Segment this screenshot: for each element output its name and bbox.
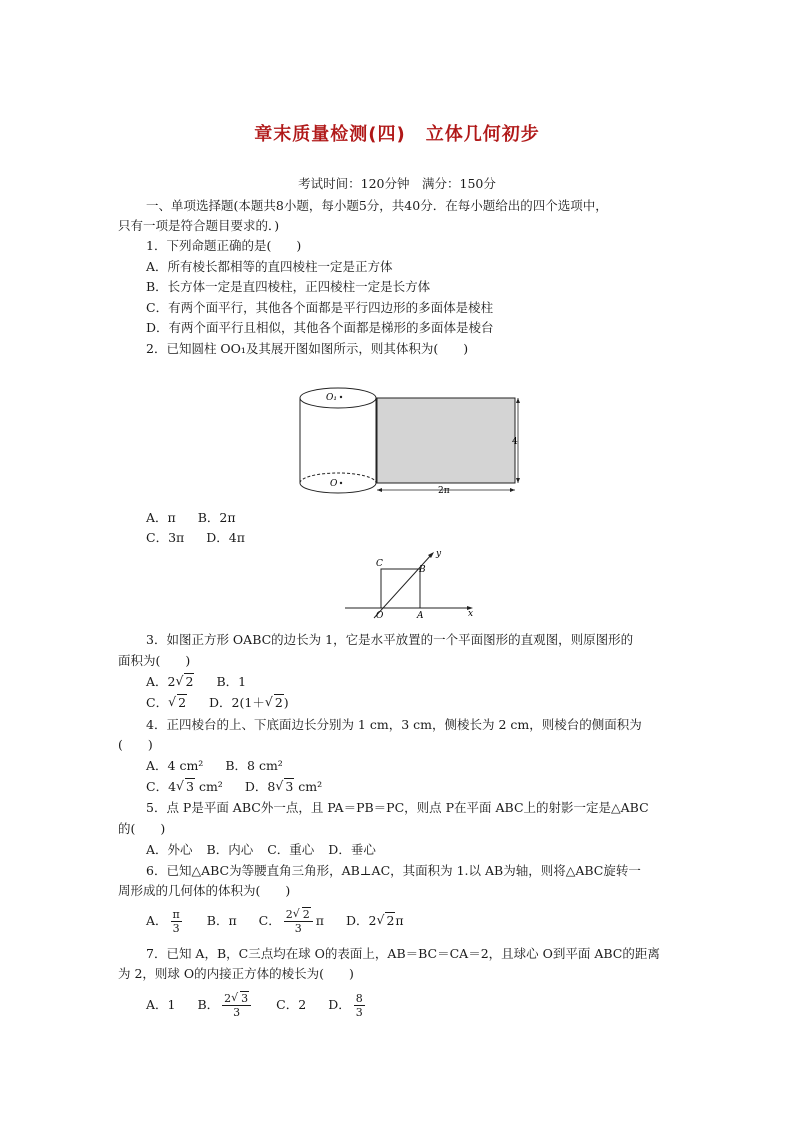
square-figure: [340, 548, 480, 620]
label-width: 2π: [438, 486, 450, 496]
q6-line2: 周形成的几何体的体积为( ): [118, 883, 291, 898]
q2-option-b: B．2π: [197, 510, 236, 525]
q4-line2: ( ): [118, 737, 153, 752]
q3-line2: 面积为( ): [118, 653, 191, 668]
label-o-origin: O: [376, 611, 384, 620]
q4-option-a: A．4 cm²: [146, 758, 204, 773]
q4-option-b: B．8 cm²: [225, 758, 283, 773]
q5-option-d: D．垂心: [328, 842, 376, 857]
q2-option-c: C．3π: [146, 530, 185, 545]
label-o1: O₁: [326, 393, 337, 403]
q3-line1: 3．如图正方形 OABC的边长为 1，它是水平放置的一个平面图形的直观图，则原图形的: [146, 632, 634, 647]
q7-option-a: A．1: [146, 997, 176, 1012]
q6-options: [146, 906, 426, 936]
q4-options-cd: [146, 777, 344, 797]
q1-stem: 1．下列命题正确的是( ): [146, 238, 302, 253]
q7-option-c: C．2: [276, 997, 307, 1012]
q7-option-b: B． $\frac{2√ 3}{3}$: [197, 990, 254, 1020]
label-height: 4: [512, 437, 518, 447]
q4-options-ab: [146, 756, 305, 776]
label-a: A: [417, 611, 424, 620]
q5-option-b: B．内心: [206, 842, 254, 857]
q2-option-d: D．4π: [206, 530, 245, 545]
exam-info: 考试时间：120分钟 满分：150分: [298, 176, 496, 191]
q1-option-d: D．有两个面平行且相似，其他各个面都是梯形的多面体是棱台: [146, 320, 494, 335]
q7-options: [146, 990, 390, 1020]
label-y: y: [436, 549, 442, 559]
q6-option-c: C． $\frac{2√ 2}{3}$ π: [259, 906, 324, 936]
q7-line2: 为 2，则球 O的内接正方体的棱长为( ): [118, 966, 354, 981]
q3-options-ab: [146, 672, 268, 692]
q3-option-b: B．1: [216, 674, 247, 689]
cylinder-top: [300, 388, 376, 408]
q6-option-d: D．2√ 2π: [346, 906, 404, 936]
q4-option-c: C．4√ 3 cm²: [146, 777, 223, 797]
label-b: B: [419, 565, 426, 575]
q2-stem: 2．已知圆柱 OO₁及其展开图如图所示，则其体积为( ): [146, 341, 469, 356]
section1-line1: 一、单项选择题(本题共8小题，每小题5分，共40分．在每小题给出的四个选项中，: [146, 198, 608, 213]
q4-line1: 4．正四棱台的上、下底面边长分别为 1 cm，3 cm，侧棱长为 2 cm，则棱台的侧面积为: [146, 717, 642, 732]
q5-line2: 的( ): [118, 821, 166, 836]
label-x: x: [468, 609, 474, 619]
q3-option-d: D．2(1＋√ 2): [209, 693, 289, 713]
q7-line1: 7．已知 A，B，C三点均在球 O的表面上，AB＝BC＝CA＝2，且球心 O到平面 ABC的距离: [146, 946, 660, 961]
q4-option-d: D．8√ 3 cm²: [245, 777, 322, 797]
q7-option-d: D． $\frac{8}{3}$: [328, 992, 363, 1019]
page-title: [0, 120, 794, 146]
q6-line1: 6．已知△ABC为等腰直角三角形，AB⊥AC，其面积为 1.以 AB为轴，则将△ABC旋转一: [146, 863, 641, 878]
q1-option-c: C．有两个面平行，其他各个面都是平行四边形的多面体是棱柱: [146, 300, 494, 315]
q6-option-a: A． $\frac{\pi}{3}$: [146, 908, 180, 935]
label-o: O: [330, 479, 338, 489]
q3-option-c: C．√ 2: [146, 693, 187, 713]
q5-option-a: A．外心: [146, 842, 193, 857]
q1-option-b: B．长方体一定是直四棱柱，正四棱柱一定是长方体: [146, 279, 431, 294]
q2-options-cd: [146, 528, 267, 548]
q3-option-a: A．2√ 2: [146, 672, 194, 692]
unfolded-rectangle: [377, 398, 515, 483]
q5-line1: 5．点 P是平面 ABC外一点，且 PA＝PB＝PC，则点 P在平面 ABC上的射影一定是△ABC: [146, 800, 649, 815]
label-c: C: [376, 559, 383, 569]
title-sub: 立体几何初步: [425, 124, 540, 145]
section1-line2: 只有一项是符合题目要求的．): [118, 218, 280, 233]
q5-options: [146, 840, 398, 860]
q2-options-ab: [146, 508, 258, 528]
q2-option-a: A．π: [146, 510, 176, 525]
q3-options-cd: [146, 693, 311, 713]
cylinder-figure: [290, 385, 530, 500]
q1-option-a: A．所有棱长都相等的直四棱柱一定是正方体: [146, 259, 393, 274]
title-main: 章末质量检测(四): [254, 124, 406, 145]
q6-option-b: B．π: [206, 913, 237, 928]
q5-option-c: C．重心: [267, 842, 315, 857]
